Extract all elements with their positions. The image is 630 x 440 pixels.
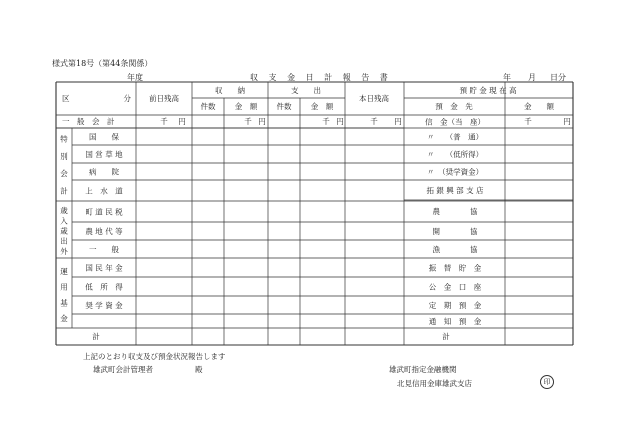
header-receipt-count: 件数 — [200, 102, 216, 111]
seal-stamp: 印 — [540, 375, 554, 389]
section-outside-budget: 入 — [60, 216, 68, 226]
category-row-label: 国 保 — [89, 132, 119, 142]
right-total-label: 計 — [442, 332, 450, 341]
accounting-manager-label: 雄武町会計管理者 — [93, 365, 153, 374]
deposit-row-label: 振 替 貯 金 — [428, 263, 482, 273]
deposit-row-label: 通 知 預 金 — [428, 317, 482, 326]
section-outside-budget: 外 — [60, 246, 68, 256]
section-special-account: 別 — [60, 151, 68, 161]
deposit-row-label: 〃 （低所得） — [426, 150, 484, 159]
header-deposits: 預 貯 金 現 在 高 — [459, 86, 517, 95]
year-label: 年 — [503, 73, 511, 82]
deposit-row-label: 〃 （奨学資金） — [426, 167, 484, 177]
category-row-label: 奨 学 資 金 — [85, 301, 123, 310]
deposit-row-label: 開 協 — [432, 227, 478, 236]
section-special-account: 計 — [60, 186, 68, 196]
section-operating-fund: 運 — [60, 266, 68, 276]
unit-yen: 円 — [563, 117, 571, 126]
category-row-label: 一 般 — [89, 245, 119, 254]
section-operating-fund: 用 — [60, 282, 68, 292]
left-total-label: 計 — [92, 332, 100, 341]
header-receipts: 収 納 — [215, 86, 245, 95]
deposit-row-label: 〃 （普 通） — [426, 132, 484, 142]
unit-yen: 円 — [258, 117, 266, 126]
header-receipt-amount: 金 額 — [234, 102, 258, 111]
header-deposit-amount: 金 額 — [524, 102, 554, 111]
financial-institution-label: 雄武町指定金融機関 — [389, 365, 457, 374]
deposit-row-label: 定 期 預 金 — [428, 301, 482, 310]
header-payment-count: 件数 — [276, 102, 292, 111]
deposit-row-label: 漁 協 — [432, 245, 478, 254]
category-row-label: 国 民 年 金 — [85, 263, 123, 273]
header-category-suffix: 分 — [123, 94, 131, 103]
unit-yen: 円 — [336, 117, 344, 126]
unit-thousand: 千 — [370, 117, 378, 126]
deposit-row-label: 信 金（当 座） — [425, 117, 485, 127]
deposit-row-label: 農 協 — [432, 207, 478, 216]
section-special-account: 会 — [60, 169, 68, 179]
deposit-row-label: 拓 銀 興 部 支 店 — [426, 186, 484, 195]
category-row-label: 低 所 得 — [85, 282, 123, 292]
category-row-label: 町 道 民 税 — [85, 207, 123, 217]
unit-thousand: 千 — [244, 117, 252, 126]
footer-statement: 上記のとおり収支及び預金状況報告します — [83, 352, 226, 361]
section-general-account: 一 般 会 計 — [62, 117, 115, 126]
category-row-label: 国 営 草 地 — [85, 150, 123, 159]
header-today-balance: 本日残高 — [359, 94, 389, 103]
category-row-label: 病 院 — [89, 167, 119, 177]
header-category: 区 — [62, 94, 70, 103]
header-deposit-place: 預 金 先 — [435, 102, 473, 111]
category-row-label: 農 地 代 等 — [85, 227, 123, 236]
day-label: 日分 — [550, 73, 566, 82]
header-payment-amount: 金 額 — [310, 102, 334, 111]
unit-thousand: 千 — [524, 117, 532, 126]
section-special-account: 特 — [60, 134, 68, 144]
header-payments: 支 出 — [291, 86, 321, 95]
honorific-label: 殿 — [195, 365, 203, 374]
unit-yen: 円 — [178, 117, 186, 126]
bank-branch-label: 北見信用金庫雄武支店 — [397, 379, 472, 388]
unit-yen: 円 — [394, 117, 402, 126]
unit-thousand: 千 — [322, 117, 330, 126]
section-operating-fund: 基 — [60, 298, 68, 308]
report-title: 収 支 金 日 計 報 告 書 — [250, 73, 392, 82]
section-outside-budget: 歳 — [60, 206, 68, 216]
section-outside-budget: 出 — [60, 236, 68, 246]
month-label: 月 — [528, 73, 536, 82]
unit-thousand: 千 — [160, 117, 168, 126]
header-prev-balance: 前日残高 — [149, 94, 179, 103]
section-operating-fund: 金 — [60, 314, 68, 324]
category-row-label: 上 水 道 — [85, 186, 123, 196]
section-outside-budget: 歳 — [60, 226, 68, 236]
form-number: 様式第18号（第44条関係） — [52, 59, 153, 68]
deposit-row-label: 公 金 口 座 — [428, 282, 482, 292]
fiscal-year-label: 年度 — [127, 73, 143, 82]
